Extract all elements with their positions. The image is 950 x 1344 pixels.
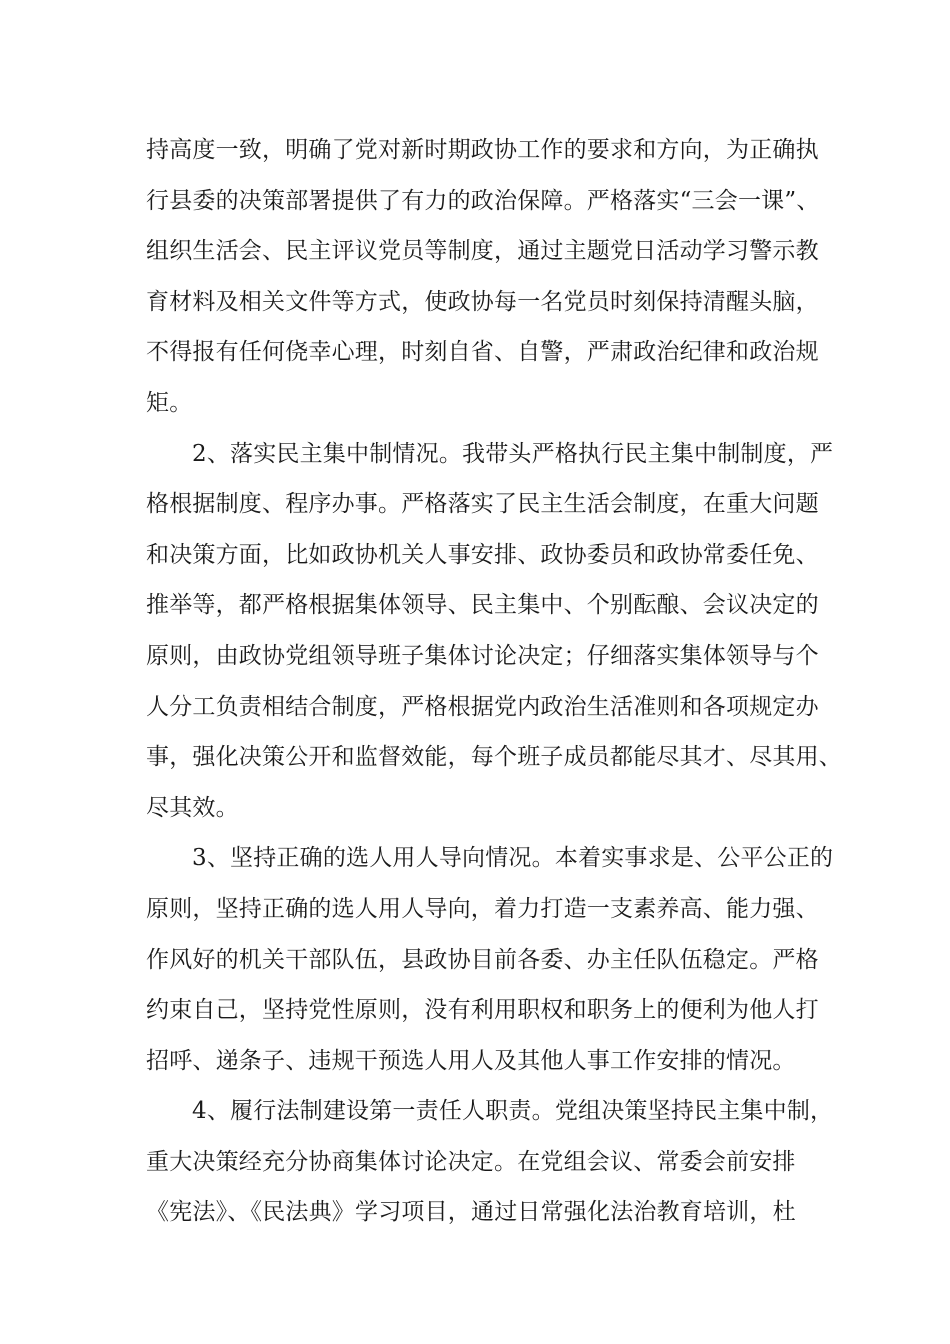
text-line: 持高度一致，明确了党对新时期政协工作的要求和方向，为正确执 xyxy=(146,137,819,163)
text-line: 人分工负责相结合制度，严格根据党内政治生活准则和各项规定办 xyxy=(146,693,819,720)
text-line: 尽其效。 xyxy=(146,794,239,821)
text-line: 不得报有任何侥幸心理，时刻自省、自警，严肃政治纪律和政治规 xyxy=(146,339,819,366)
text-line: 《宪法》、《民法典》学习项目，通过日常强化法治教育培训，杜 xyxy=(146,1199,796,1226)
paragraph-first-line: 2、落实民主集中制情况。我带头严格执行民主集中制制度，严 xyxy=(192,440,834,467)
text-line: 组织生活会、民主评议党员等制度，通过主题党日活动学习警示教 xyxy=(146,238,819,265)
text-line: 招呼、递条子、违规干预选人用人及其他人事工作安排的情况。 xyxy=(146,1047,796,1074)
document-body xyxy=(146,125,842,1238)
text-line: 事，强化决策公开和监督效能，每个班子成员都能尽其才、尽其用、 xyxy=(146,744,842,771)
text-line: 重大决策经充分协商集体讨论决定。在党组会议、常委会前安排 xyxy=(146,1148,796,1175)
text-line: 和决策方面，比如政协机关人事安排、政协委员和政协常委任免、 xyxy=(146,541,819,568)
text-line: 原则，由政协党组领导班子集体讨论决定；仔细落实集体领导与个 xyxy=(146,642,819,669)
text-line: 矩。 xyxy=(146,389,193,416)
text-line: 约束自己，坚持党性原则，没有利用职权和职务上的便利为他人打 xyxy=(146,997,819,1024)
text-line: 行县委的决策部署提供了有力的政治保障。严格落实“三会一课”、 xyxy=(146,187,820,214)
paragraph-first-line: 3、坚持正确的选人用人导向情况。本着实事求是、公平公正的 xyxy=(192,845,834,872)
text-line: 格根据制度、程序办事。严格落实了民主生活会制度，在重大问题 xyxy=(146,491,819,518)
paragraph-first-line: 4、履行法制建设第一责任人职责。党组决策坚持民主集中制， xyxy=(192,1098,834,1125)
text-line: 推举等，都严格根据集体领导、民主集中、个别酝酿、会议决定的 xyxy=(146,592,819,619)
text-line: 原则，坚持正确的选人用人导向，着力打造一支素养高、能力强、 xyxy=(146,895,819,922)
text-line: 育材料及相关文件等方式，使政协每一名党员时刻保持清醒头脑， xyxy=(146,288,819,315)
text-line: 作风好的机关干部队伍，县政协目前各委、办主任队伍稳定。严格 xyxy=(146,946,819,973)
